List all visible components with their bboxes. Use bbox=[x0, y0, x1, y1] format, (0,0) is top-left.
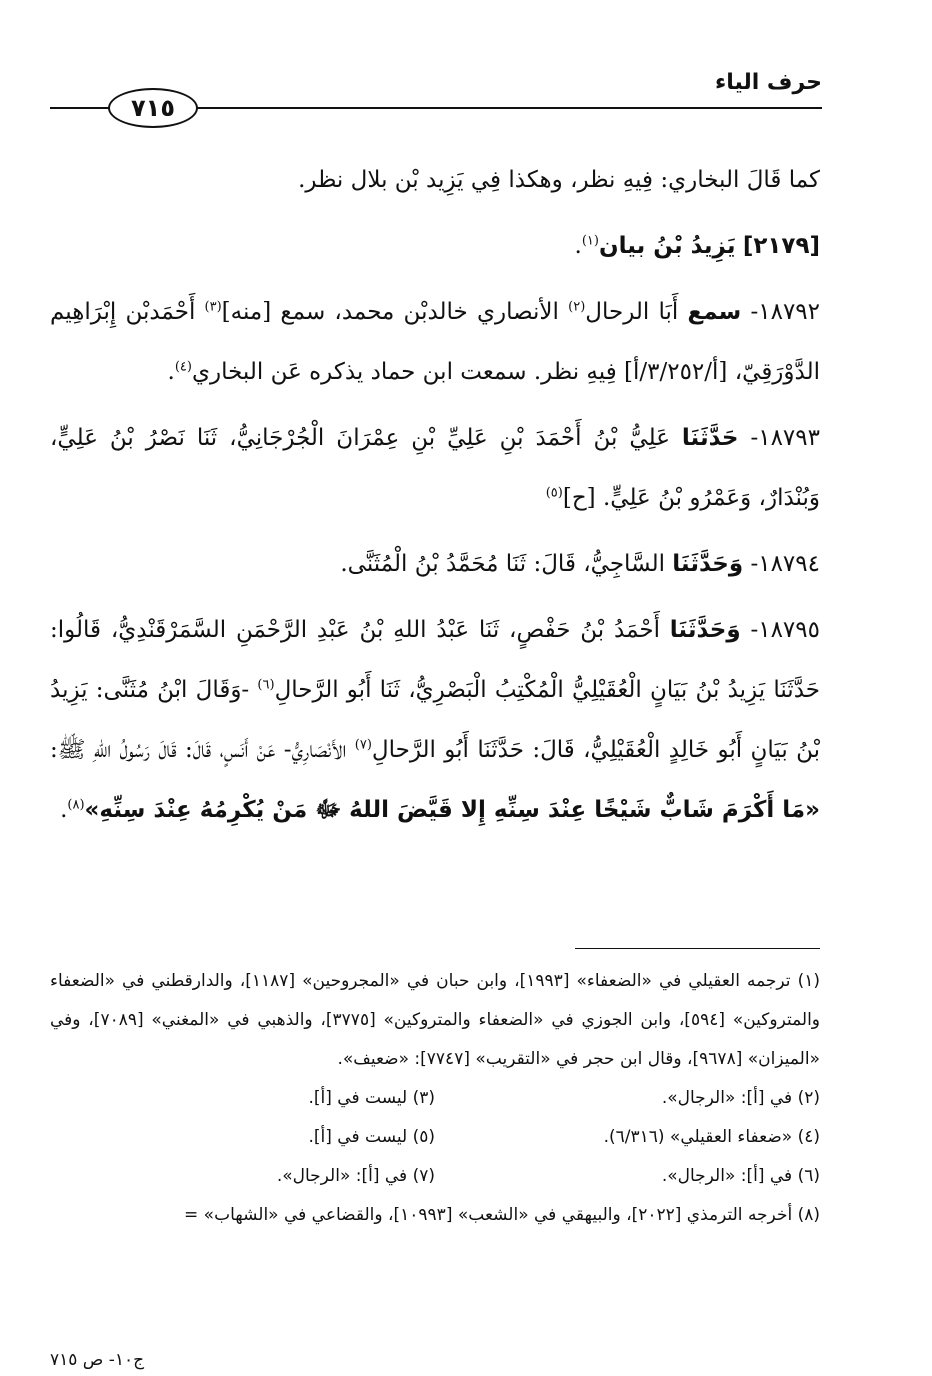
footnote-ref: (٨) bbox=[67, 797, 85, 813]
header-rule-left bbox=[50, 107, 112, 109]
narration-18792: ١٨٧٩٢- سمع أَبَا الرحال$^{(٢)}$ الأنصاري خالدبْن محمد، سمع [منه]$^{(٣)}$ أَحْمَدبْن إِبْرَاهِيم الدَّوْرَقِيّ، [أ/٣/٢٥٢/أ] فِيهِ نظر. سمعت ابن حماد يذكره عَن البخاري$^{(٤)}$. bbox=[50, 299, 821, 385]
chapter-title: حرف الياء bbox=[714, 70, 822, 95]
footnote-row bbox=[50, 1079, 820, 1118]
footnote-ref: (٦) bbox=[257, 677, 275, 693]
narration-number: ١٨٧٩٤- bbox=[750, 551, 820, 577]
footnote-row bbox=[50, 1118, 820, 1157]
page-number: ٧١٥ bbox=[131, 94, 175, 122]
footnote-separator bbox=[575, 948, 820, 949]
narration-lead: حَدَّثَنَا bbox=[681, 425, 739, 451]
narration-lead: وَحَدَّثَنَا bbox=[669, 617, 741, 643]
narration-lead: سمع bbox=[687, 299, 742, 325]
narration-lead: وَحَدَّثَنَا bbox=[672, 551, 744, 577]
entry-number: [٢١٧٩] bbox=[742, 233, 820, 259]
footnote-row bbox=[50, 1157, 820, 1196]
narration-number: ١٨٧٩٥- bbox=[750, 617, 820, 643]
narration-18795: ١٨٧٩٥- وَحَدَّثَنَا أَحْمَدُ بْنُ حَفْصٍ، ثَنَا عَبْدُ اللهِ بْنُ عَبْدِ الرَّحْمَنِ السَّمَرْقَنْدِيُّ، قَالُوا: حَدَّثَنَا يَزِيدُ بْنُ بَيَانٍ الْعُقَيْلِيُّ الْمُكْتِبُ الْبَصْرِيُّ، ثَنَا أَبُو الرَّحالِ$^{(٦)}$ -وَقَالَ ابْنُ مُثَنَّى: يَزِيدُ بْنُ بَيَانٍ أَبُو خَالِدٍ الْعُقَيْلِيُّ، قَالَ: حَدَّثَنَا أَبُو الرَّحالِ$^{(٧)}$ الأَنْصَارِيُّ- عَنْ أَنَسٍ، قَالَ: قَالَ رَسُولُ اللهِ ﷺ: «مَا أَكْرَمَ شَابٌّ شَيْخًا عِنْدَ سِنِّهِ إِلا قَيَّضَ اللهُ ﷻ مَنْ يُكْرِمُهُ عِنْدَ سِنِّهِ»$^{(٨)}$. bbox=[50, 617, 820, 823]
narration-number: ١٨٧٩٢- bbox=[750, 299, 821, 325]
footnote-7: (٧) في [أ]: «الرجال». bbox=[276, 1166, 435, 1186]
header-rule-right bbox=[190, 107, 822, 109]
narration-18793: ١٨٧٩٣- حَدَّثَنَا عَلِيُّ بْنُ أَحْمَدَ بْنِ عَلِيِّ بْنِ عِمْرَانَ الْجُرْجَانِيُّ، ثَنَا نَصْرُ بْنُ عَلِيٍّ، وَبُنْدَارٌ، وَعَمْرُو بْنُ عَلِيٍّ. [ح]$^{(٥)}$ bbox=[50, 425, 820, 511]
page-number-badge bbox=[108, 88, 198, 128]
footnote-6: (٦) في [أ]: «الرجال». bbox=[661, 1166, 820, 1186]
main-text bbox=[50, 150, 820, 840]
volume-page-code: ج١٠- ص ٧١٥ bbox=[50, 1350, 145, 1370]
footnote-ref: (٢) bbox=[568, 299, 586, 315]
footnote-2: (٢) في [أ]: «الرجال». bbox=[661, 1088, 820, 1108]
narration-number: ١٨٧٩٣- bbox=[750, 425, 820, 451]
entry-heading: [٢١٧٩] يَزِيدُ بْنُ بيان$^{(١)}$. bbox=[574, 233, 820, 259]
footnote-5: (٥) ليست في [أ]. bbox=[308, 1127, 435, 1147]
footnote-ref: (١) bbox=[581, 233, 599, 249]
footnote-ref: (٥) bbox=[545, 485, 563, 501]
hadith-text: «مَا أَكْرَمَ شَابٌّ شَيْخًا عِنْدَ سِنِّهِ إِلا قَيَّضَ اللهُ ﷻ مَنْ يُكْرِمُهُ عِنْدَ سِنِّهِ» bbox=[84, 797, 820, 823]
footnote-ref: (٧) bbox=[354, 737, 372, 753]
footnotes bbox=[50, 962, 820, 1235]
footnote-8: (٨) أخرجه الترمذي [٢٠٢٢]، والبيهقي في «الشعب» [١٠٩٩٣]، والقضاعي في «الشهاب» = bbox=[184, 1205, 820, 1225]
footnote-3: (٣) ليست في [أ]. bbox=[308, 1088, 435, 1108]
footnote-4: (٤) «ضعفاء العقيلي» (٦/٣١٦). bbox=[603, 1127, 820, 1147]
footnote-ref: (٣) bbox=[204, 299, 222, 315]
footnote-1: (١) ترجمه العقيلي في «الضعفاء» [١٩٩٣]، وابن حبان في «المجروحين» [١١٨٧]، والدارقطني في «الضعفاء والمتروكين» [٥٩٤]، وابن الجوزي في «الضعفاء والمتروكين» [٣٧٧٥]، والذهبي في «المغني» [٧٠٨٩]، وفي «الميزان» [٩٦٧٨]، وقال ابن حجر في «التقريب» [٧٧٤٧]: «ضعيف». bbox=[50, 971, 821, 1069]
paragraph-intro: كما قَالَ البخاري: فِيهِ نظر، وهكذا فِي يَزِيد بْن بلال نظر. bbox=[298, 167, 820, 193]
entry-name: يَزِيدُ بْنُ بيان bbox=[598, 233, 736, 259]
footnote-ref: (٤) bbox=[174, 359, 192, 375]
narration-18794: ١٨٧٩٤- وَحَدَّثَنَا السَّاجِيُّ، قَالَ: ثَنَا مُحَمَّدُ بْنُ الْمُثَنَّى. bbox=[340, 551, 820, 577]
